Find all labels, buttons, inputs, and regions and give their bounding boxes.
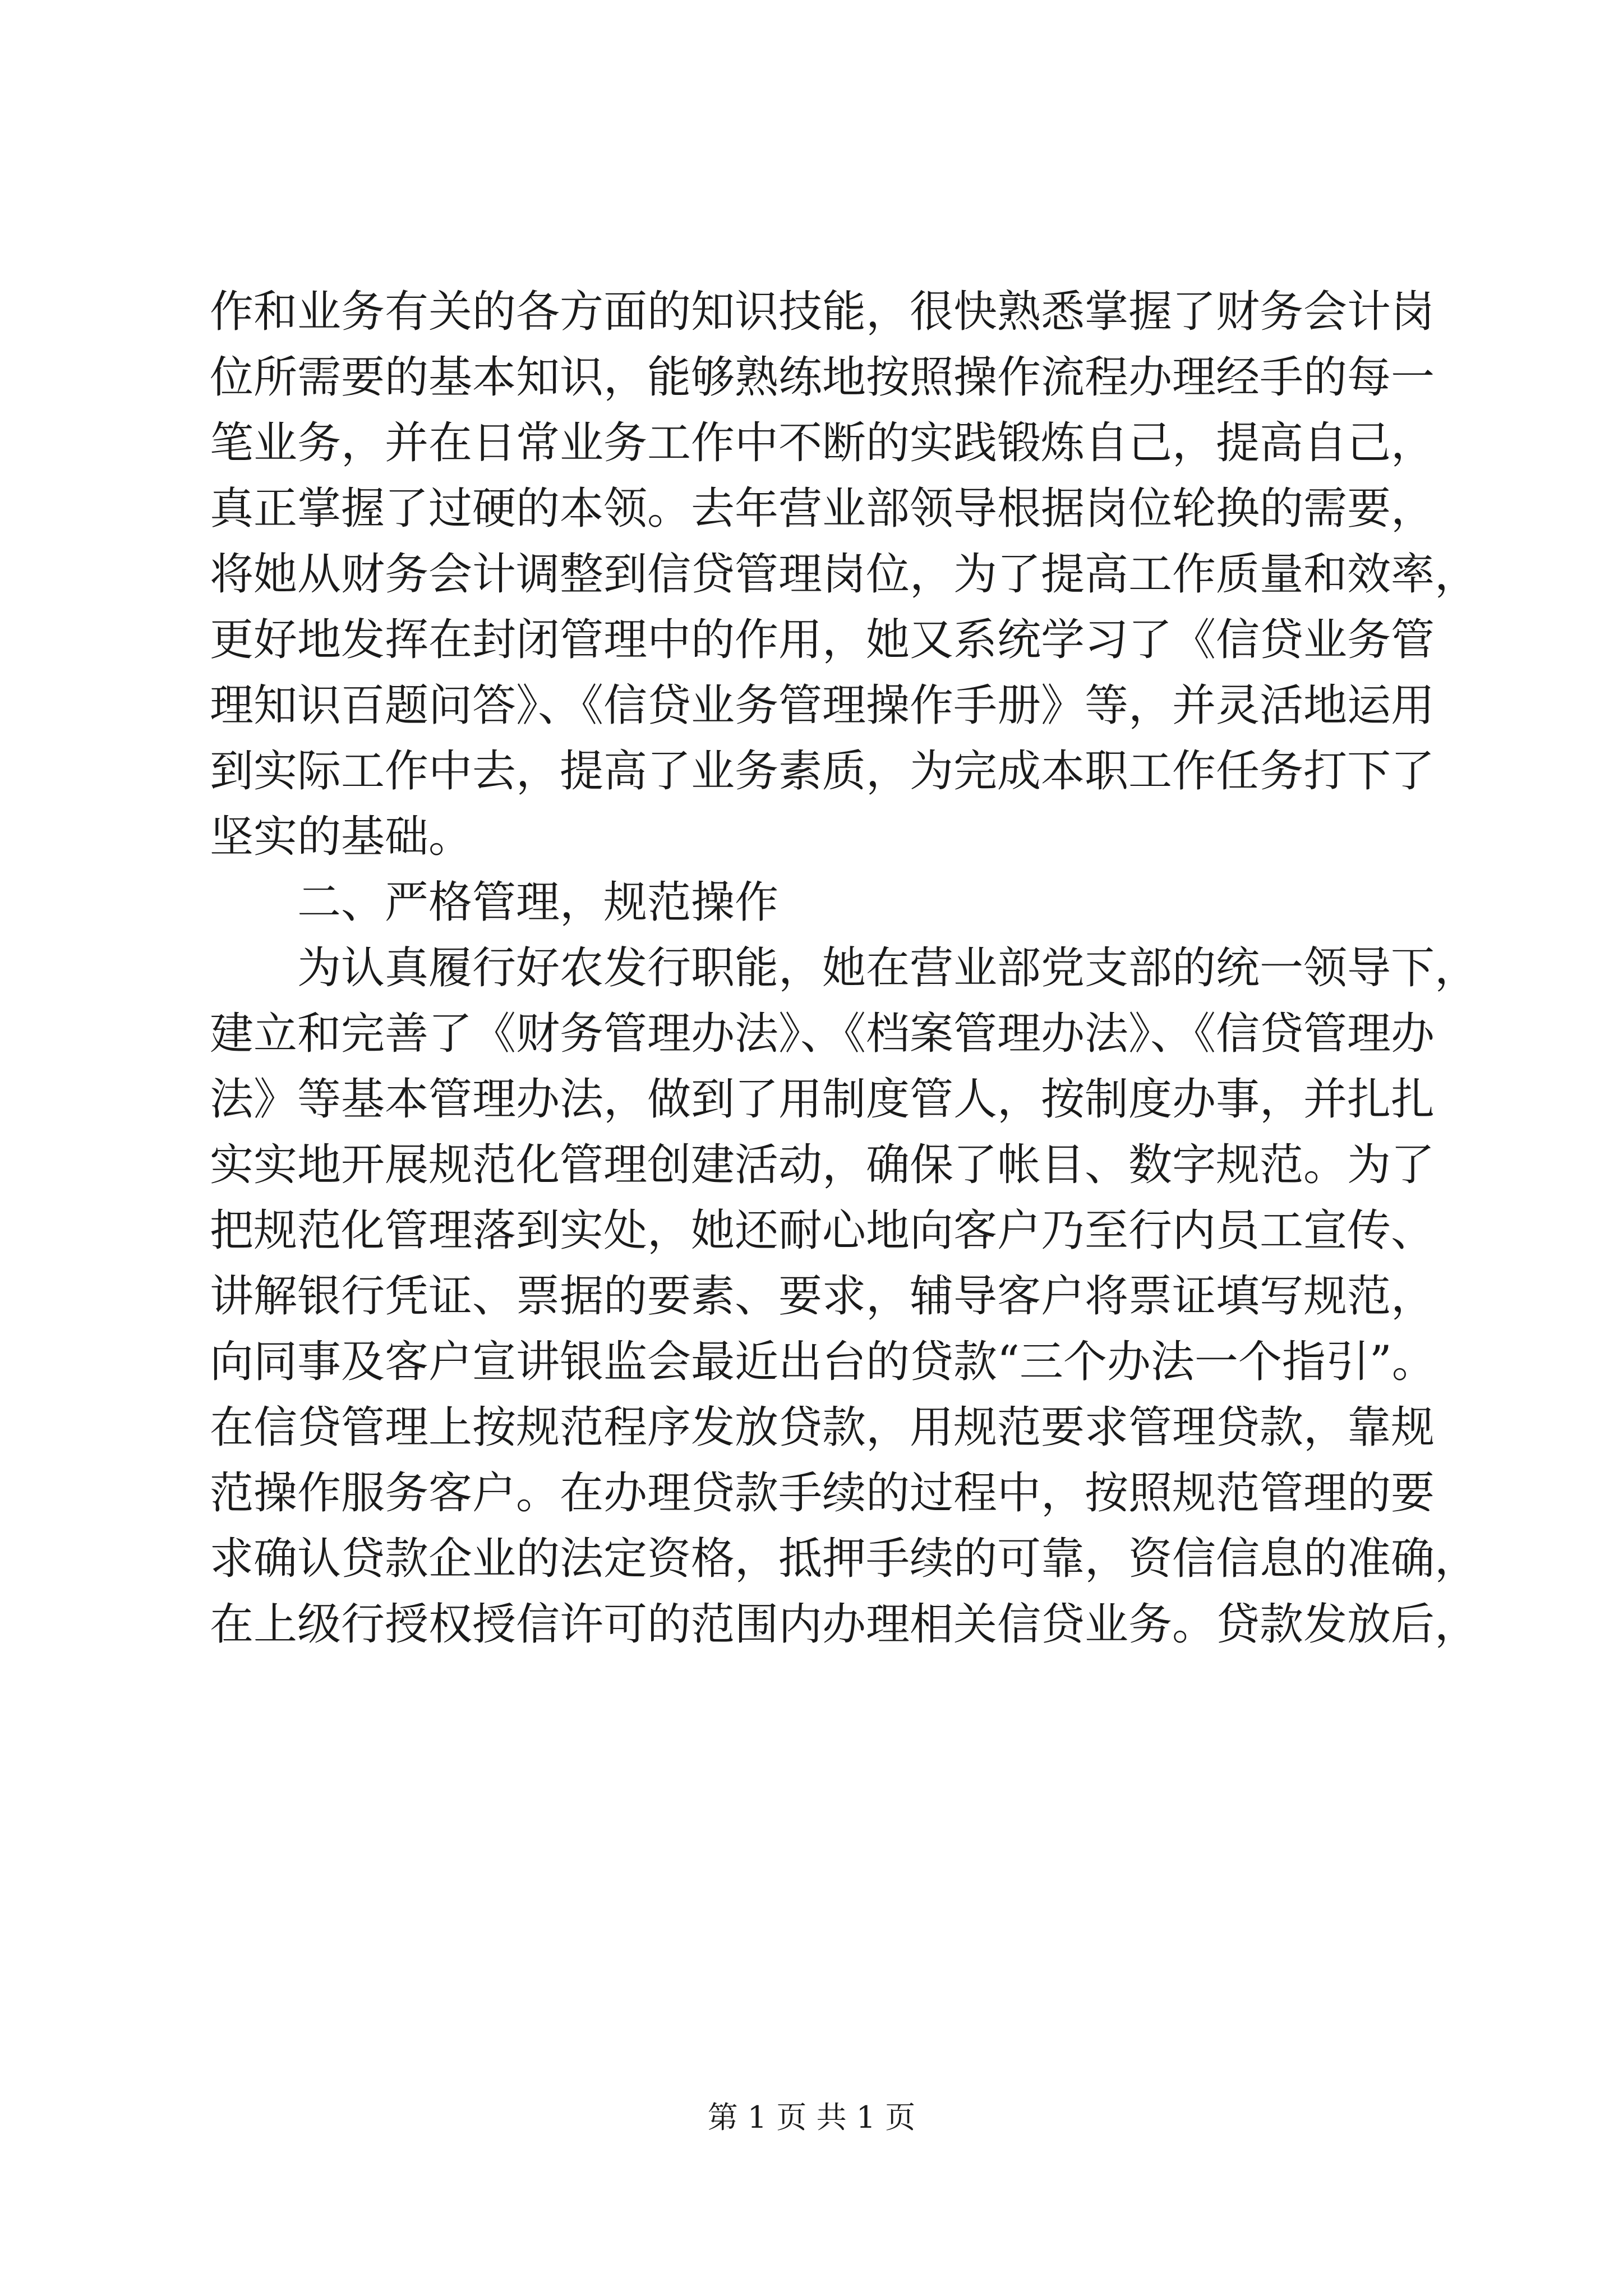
text-line-9: 坚实的基础。	[210, 812, 473, 862]
text-line-5: 将她从财务会计调整到信贷管理岗位，为了提高工作质量和效率，	[210, 549, 1479, 600]
text-line-3: 笔业务，并在日常业务工作中不断的实践锻炼自己，提高自己，	[210, 418, 1435, 468]
page-footer: 第 1 页 共 1 页	[707, 2100, 916, 2135]
text-line-15: 把规范化管理落到实处，她还耐心地向客户乃至行内员工宣传、	[210, 1205, 1435, 1256]
text-line-12: 建立和完善了《财务管理办法》、《档案管理办法》、《信贷管理办	[210, 1009, 1435, 1059]
document-body	[210, 279, 1479, 1658]
section-heading: 二、严格管理，规范操作	[297, 877, 779, 928]
text-line-17: 向同事及客户宣讲银监会最近出台的贷款“三个办法一个指引”。	[210, 1337, 1436, 1387]
text-line-18: 在信贷管理上按规范程序发放贷款，用规范要求管理贷款，靠规	[210, 1402, 1435, 1453]
text-line-21: 在上级行授权授信许可的范围内办理相关信贷业务。贷款发放后，	[210, 1599, 1479, 1650]
text-line-14: 实实地开展规范化管理创建活动，确保了帐目、数字规范。为了	[210, 1140, 1435, 1190]
text-line-19: 范操作服务客户。在办理贷款手续的过程中，按照规范管理的要	[210, 1468, 1435, 1519]
text-line-7: 理知识百题问答》、《信贷业务管理操作手册》等，并灵活地运用	[210, 680, 1435, 731]
text-line-20: 求确认贷款企业的法定资格，抵押手续的可靠，资信信息的准确，	[210, 1534, 1479, 1584]
text-line-16: 讲解银行凭证、票据的要素、要求，辅导客户将票证填写规范，	[210, 1271, 1435, 1322]
text-line-4: 真正掌握了过硬的本领。去年营业部领导根据岗位轮换的需要，	[210, 484, 1435, 534]
text-line-13: 法》等基本管理办法，做到了用制度管人，按制度办事，并扎扎	[210, 1074, 1435, 1125]
text-line-11: 为认真履行好农发行职能，她在营业部党支部的统一领导下，	[297, 943, 1479, 993]
text-line-8: 到实际工作中去，提高了业务素质，为完成本职工作任务打下了	[210, 746, 1435, 797]
text-line-6: 更好地发挥在封闭管理中的作用，她又系统学习了《信贷业务管	[210, 615, 1435, 665]
text-line-1: 作和业务有关的各方面的知识技能，很快熟悉掌握了财务会计岗	[210, 287, 1435, 337]
text-line-2: 位所需要的基本知识，能够熟练地按照操作流程办理经手的每一	[210, 352, 1435, 403]
